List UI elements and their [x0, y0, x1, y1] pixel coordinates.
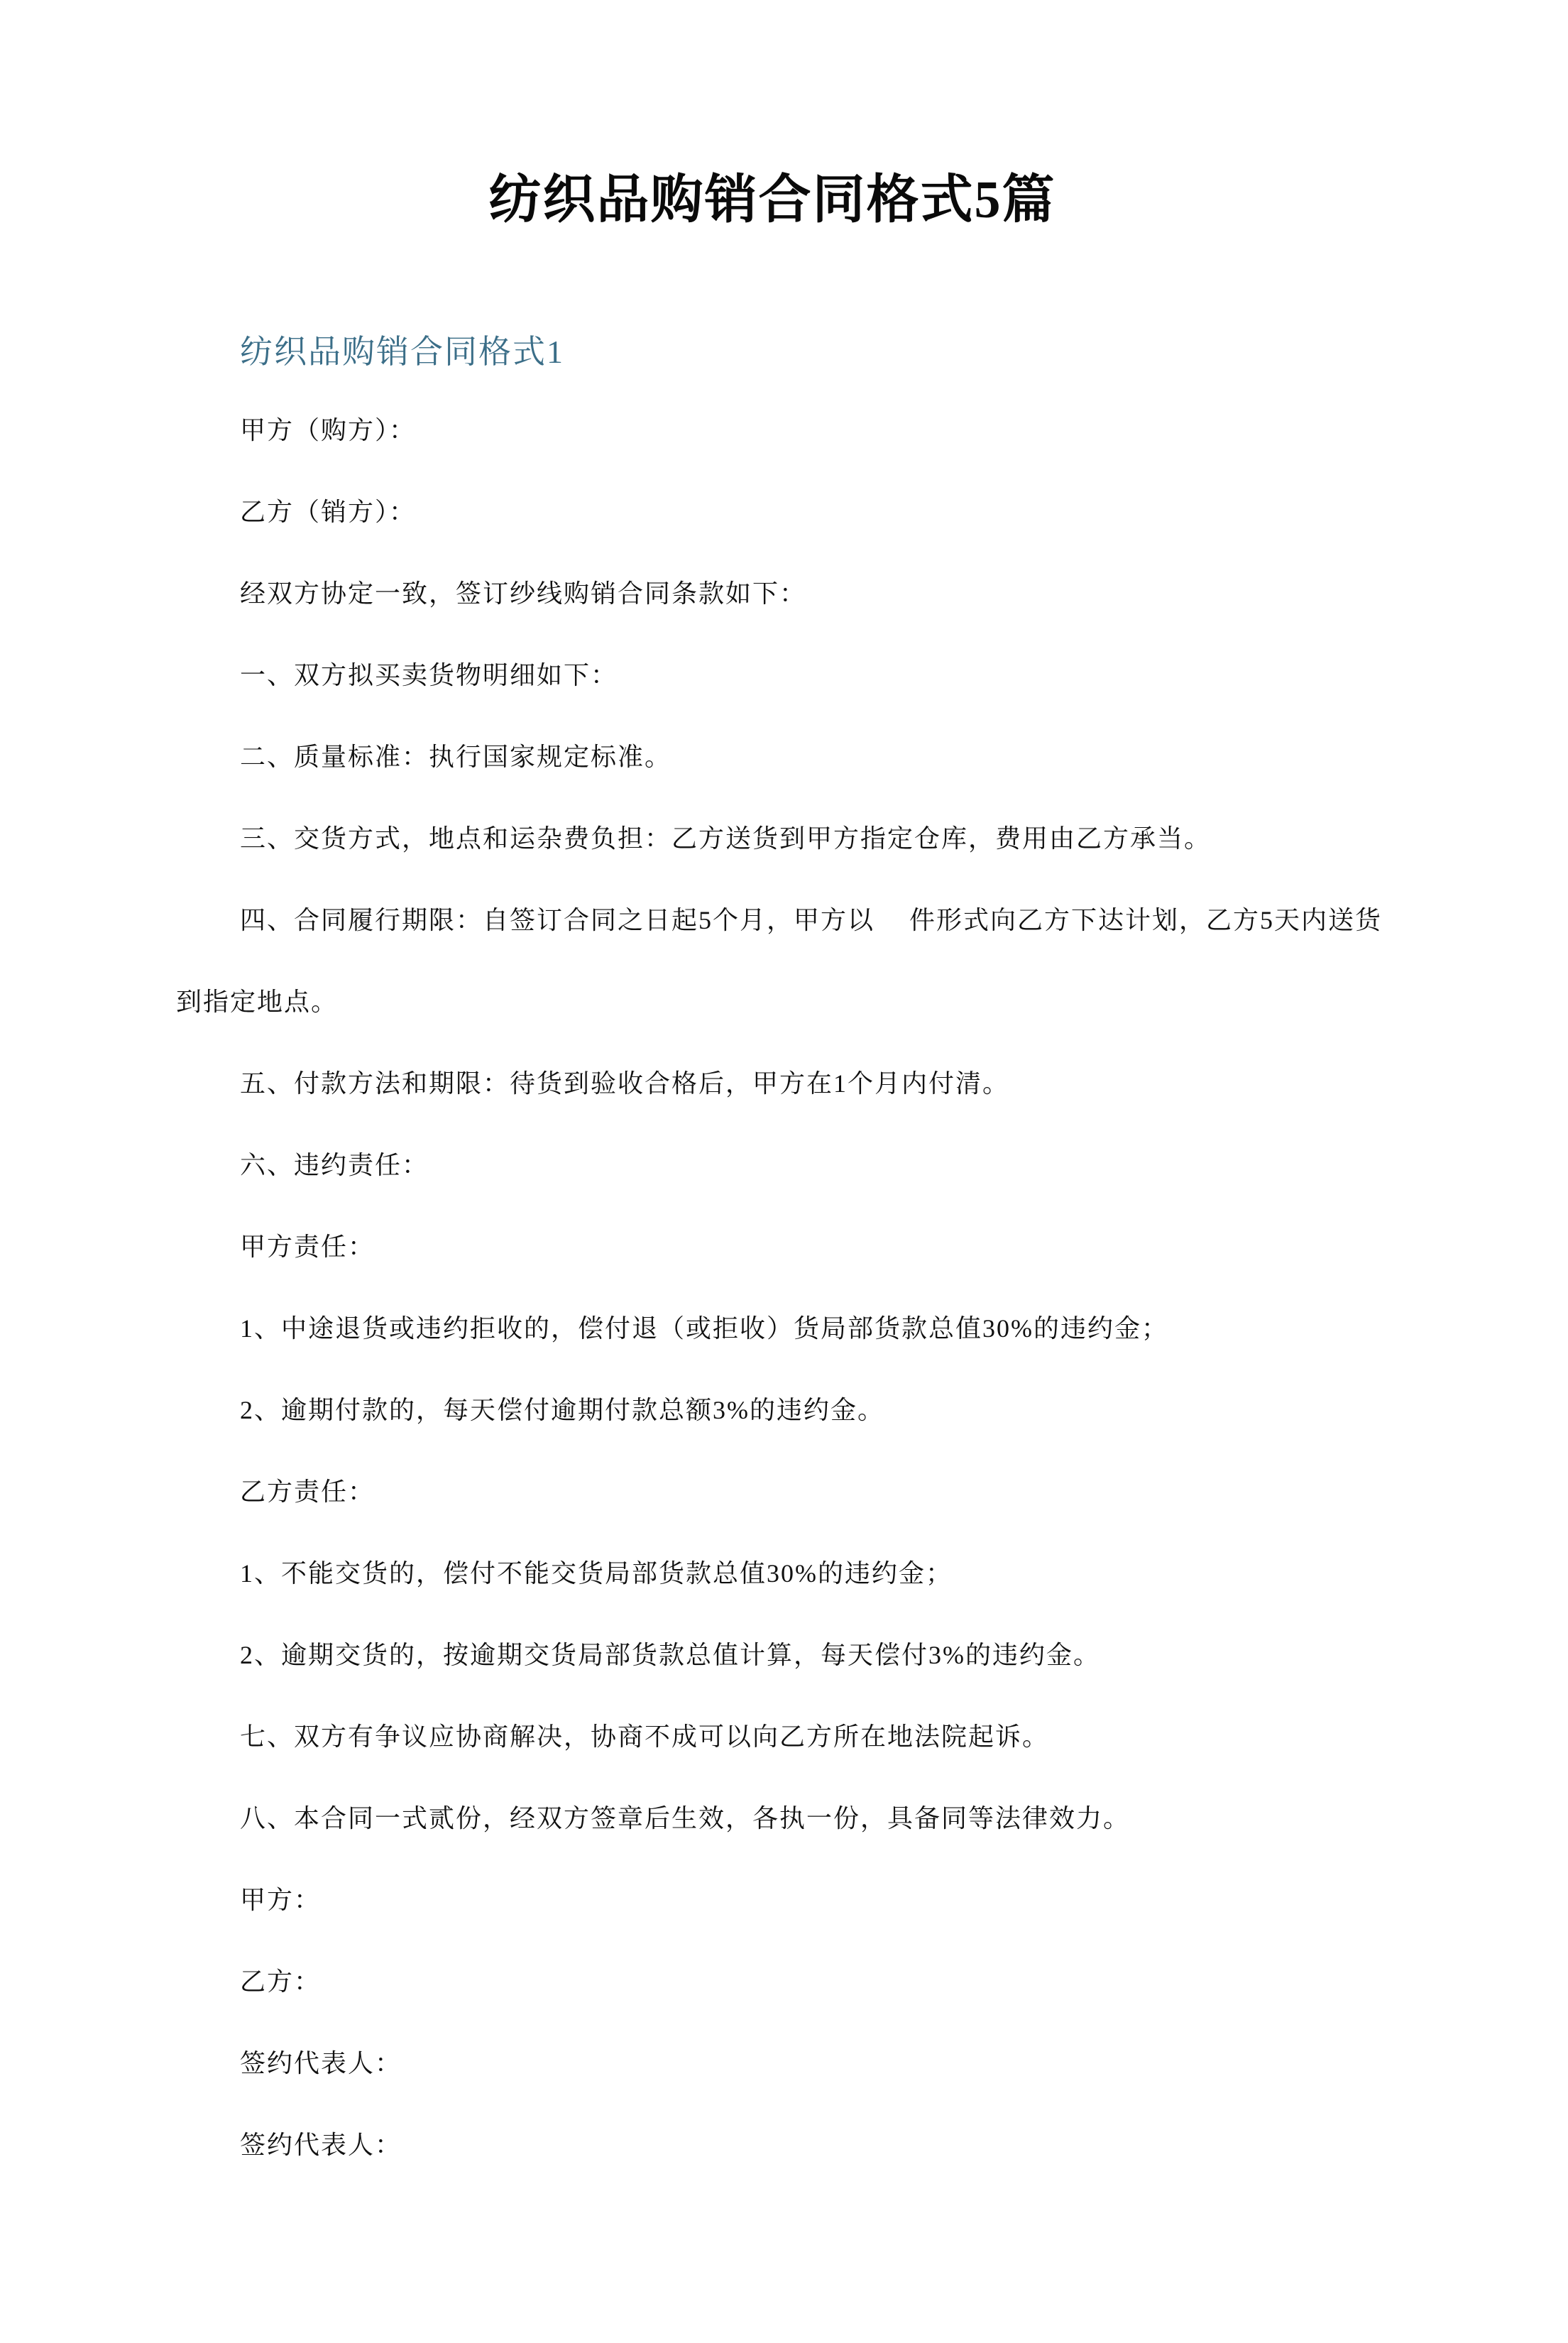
contract-line-liability-a-2: 2、逾期付款的，每天偿付逾期付款总额3%的违约金。 [240, 1396, 884, 1424]
contract-line-clause-1: 一、双方拟买卖货物明细如下： [240, 661, 618, 689]
contract-line-signatory-rep-1: 签约代表人： [240, 2049, 402, 2077]
contract-line-clause-8: 八、本合同一式贰份，经双方签章后生效，各执一份，具备同等法律效力。 [240, 1804, 1131, 1833]
contract-line-party-a-liability: 甲方责任： [240, 1233, 375, 1261]
contract-line-liability-a-1: 1、中途退货或违约拒收的，偿付退（或拒收）货局部货款总值30%的违约金； [240, 1314, 1168, 1343]
document-title: 纺织品购销合同格式5篇 [488, 171, 1056, 229]
contract-line-clause-4-wrap: 到指定地点。 [176, 988, 339, 1016]
section-title: 纺织品购销合同格式1 [240, 334, 564, 370]
contract-line-clause-7: 七、双方有争议应协商解决，协商不成可以向乙方所在地法院起诉。 [240, 1722, 1050, 1751]
contract-line-signature-party-a: 甲方： [240, 1886, 322, 1914]
contract-line-party-b-liability: 乙方责任： [240, 1478, 375, 1506]
contract-line-clause-4: 四、合同履行期限：自签订合同之日起5个月，甲方以 件形式向乙方下达计划，乙方5天内送货 [240, 906, 1383, 934]
contract-line-preamble: 经双方协定一致，签订纱线购销合同条款如下： [240, 579, 807, 608]
contract-line-clause-2: 二、质量标准：执行国家规定标准。 [240, 743, 672, 771]
contract-line-clause-6: 六、违约责任： [240, 1151, 429, 1179]
contract-line-clause-3: 三、交货方式，地点和运杂费负担：乙方送货到甲方指定仓库，费用由乙方承当。 [240, 824, 1212, 853]
contract-line-party-b-seller: 乙方（销方）： [240, 498, 417, 526]
contract-line-liability-b-2: 2、逾期交货的，按逾期交货局部货款总值计算，每天偿付3%的违约金。 [240, 1641, 1100, 1669]
contract-line-party-a-buyer: 甲方（购方）： [240, 416, 417, 444]
contract-line-liability-b-1: 1、不能交货的，偿付不能交货局部货款总值30%的违约金； [240, 1559, 953, 1588]
contract-line-signature-party-b: 乙方： [240, 1967, 322, 1996]
contract-body [176, 390, 1383, 2186]
contract-line-signatory-rep-2: 签约代表人： [240, 2131, 402, 2159]
contract-line-clause-5: 五、付款方法和期限：待货到验收合格后，甲方在1个月内付清。 [240, 1069, 1010, 1098]
